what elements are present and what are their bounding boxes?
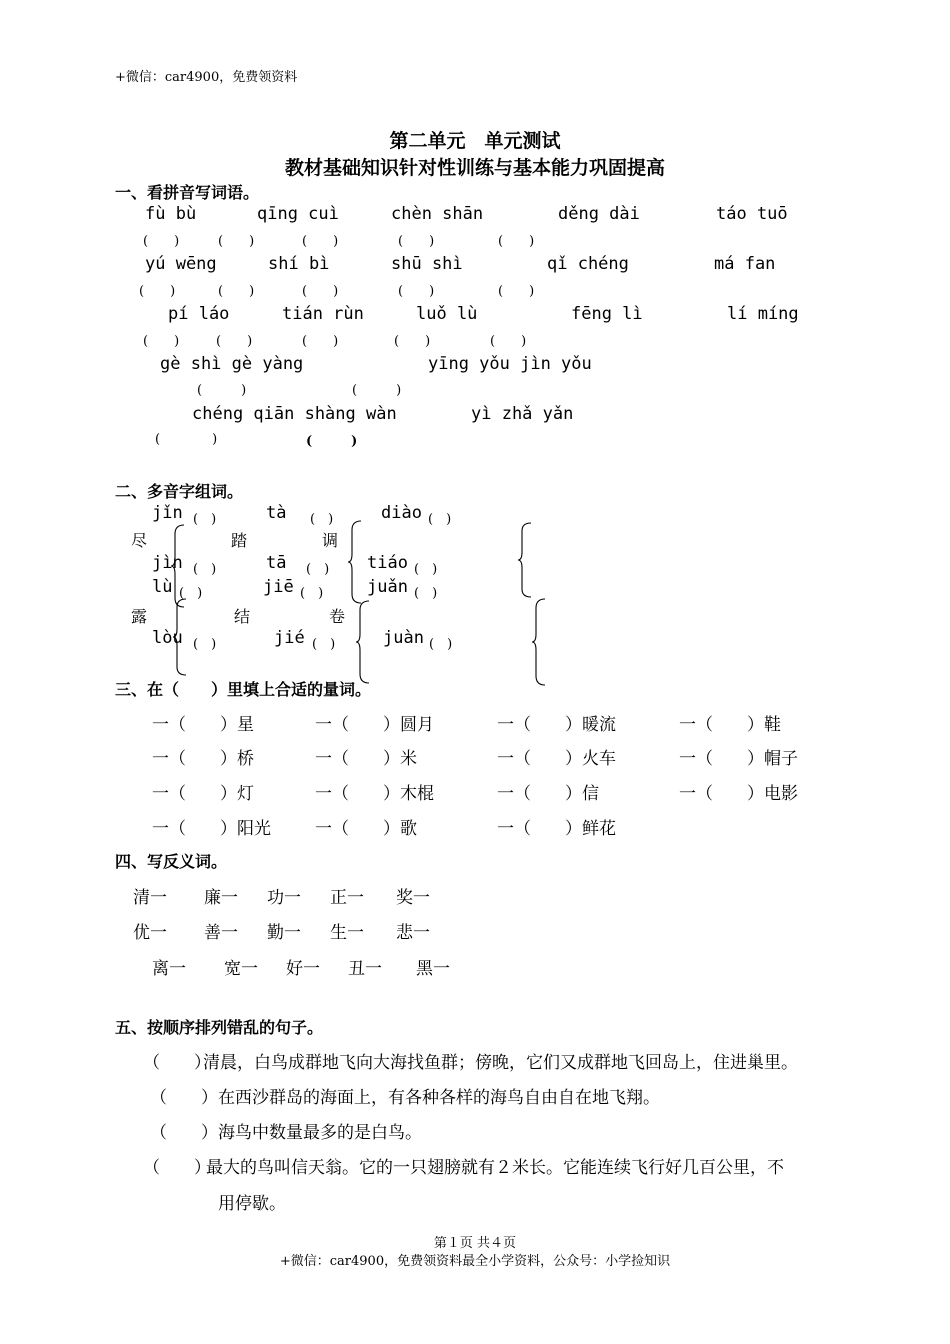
antonym-item[interactable]: 黑一 bbox=[416, 959, 450, 979]
answer-blank[interactable]: ( ) bbox=[398, 284, 435, 299]
answer-blank[interactable]: ( ) bbox=[139, 284, 176, 299]
pinyin: shí bì bbox=[268, 254, 330, 274]
page-title: 第二单元 单元测试 bbox=[389, 130, 561, 152]
answer-blank[interactable]: ( ) bbox=[498, 234, 535, 249]
answer-blank[interactable]: ( ) bbox=[306, 434, 358, 449]
pinyin: tián rùn bbox=[282, 304, 364, 324]
brace-icon bbox=[517, 522, 533, 598]
answer-blank[interactable]: ( ) bbox=[352, 383, 402, 398]
answer-blank[interactable]: ( ) bbox=[300, 586, 324, 601]
pinyin: chèn shān bbox=[391, 204, 484, 224]
answer-blank[interactable]: 一（ ） bbox=[152, 819, 237, 839]
answer-blank[interactable]: 一（ ） bbox=[497, 715, 582, 735]
antonym-item[interactable]: 善一 bbox=[204, 923, 238, 943]
reading-jie1: jiē bbox=[263, 577, 294, 597]
answer-blank[interactable]: 一（ ） bbox=[315, 749, 400, 769]
pinyin: yì zhǎ yǎn bbox=[471, 404, 574, 424]
answer-blank[interactable]: ( ) bbox=[193, 512, 217, 527]
measure-item[interactable]: 一（ ）歌 bbox=[315, 819, 417, 839]
pinyin: pí láo bbox=[168, 304, 230, 324]
answer-blank[interactable]: ( ) bbox=[302, 284, 339, 299]
pinyin: má fan bbox=[714, 254, 776, 274]
section-4-title: 四、写反义词。 bbox=[115, 852, 228, 871]
char-juan: 卷 bbox=[329, 607, 346, 626]
reading-tiao2: tiáo bbox=[367, 553, 408, 573]
answer-blank[interactable]: ( ) bbox=[498, 284, 535, 299]
pinyin: táo tuō bbox=[716, 204, 788, 224]
answer-blank[interactable]: ( ) bbox=[310, 512, 334, 527]
measure-item[interactable]: 一（ ）火车 bbox=[497, 749, 616, 769]
section-1-title: 一、看拼音写词语。 bbox=[115, 183, 260, 202]
answer-blank[interactable]: ( ) bbox=[218, 234, 255, 249]
pinyin: yīng yǒu jìn yǒu bbox=[428, 354, 592, 374]
answer-blank[interactable]: 一（ ） bbox=[315, 819, 400, 839]
antonym-item[interactable]: 离一 bbox=[152, 959, 186, 979]
reading-lu4: lù bbox=[152, 577, 173, 597]
reading-diao4: diào bbox=[381, 503, 422, 523]
page-subtitle: 教材基础知识针对性训练与基本能力巩固提高 bbox=[284, 157, 665, 179]
footer-note: +微信：car4900，免费领资料最全小学资料，公众号：小学捡知识 bbox=[279, 1254, 671, 1269]
measure-item[interactable]: 一（ ）星 bbox=[152, 715, 254, 735]
order-blank[interactable]: （ ） bbox=[150, 1123, 218, 1143]
measure-item[interactable]: 一（ ）鲜花 bbox=[497, 819, 616, 839]
antonym-item[interactable]: 好一 bbox=[286, 959, 320, 979]
sentence: 在西沙群岛的海面上，有各种各样的海鸟自由自在地飞翔。 bbox=[218, 1088, 660, 1108]
sentence: 清晨，白鸟成群地飞向大海找鱼群；傍晚，它们又成群地飞回岛上，住进巢里。 bbox=[203, 1053, 798, 1073]
sentence: 最大的鸟叫信天翁。它的一只翅膀就有２米长。它能连续飞行好几百公里，不 bbox=[206, 1158, 784, 1178]
answer-blank[interactable]: ( ) bbox=[197, 383, 247, 398]
reading-ta1: tā bbox=[266, 553, 287, 573]
answer-blank[interactable]: ( ) bbox=[312, 637, 336, 652]
pinyin: fēng lì bbox=[571, 304, 643, 324]
antonym-item[interactable]: 宽一 bbox=[224, 959, 258, 979]
antonym-item[interactable]: 功一 bbox=[267, 888, 301, 908]
char-diao: 调 bbox=[322, 531, 339, 550]
pinyin: gè shì gè yàng bbox=[160, 354, 304, 374]
answer-blank[interactable]: ( ) bbox=[306, 562, 330, 577]
char-jie: 结 bbox=[234, 607, 251, 626]
page-number: 第１页 共４页 bbox=[433, 1236, 517, 1251]
section-5-title: 五、按顺序排列错乱的句子。 bbox=[115, 1018, 324, 1037]
answer-blank[interactable]: 一（ ） bbox=[315, 715, 400, 735]
answer-blank[interactable]: 一（ ） bbox=[152, 784, 237, 804]
sentence-continued: 用停歇。 bbox=[218, 1194, 286, 1214]
measure-item[interactable]: 一（ ）暖流 bbox=[497, 715, 616, 735]
measure-item[interactable]: 一（ ）信 bbox=[497, 784, 599, 804]
char-ta: 踏 bbox=[231, 531, 248, 550]
answer-blank[interactable]: ( ) bbox=[143, 334, 180, 349]
answer-blank[interactable]: ( ) bbox=[218, 284, 255, 299]
order-blank[interactable]: （ ） bbox=[150, 1088, 218, 1108]
measure-item[interactable]: 一（ ）阳光 bbox=[152, 819, 271, 839]
reading-ta4: tà bbox=[266, 503, 287, 523]
answer-blank[interactable]: 一（ ） bbox=[152, 715, 237, 735]
pinyin: yú wēng bbox=[145, 254, 217, 274]
answer-blank[interactable]: ( ) bbox=[428, 512, 452, 527]
reading-jie2: jié bbox=[274, 628, 305, 648]
pinyin: shū shì bbox=[391, 254, 463, 274]
answer-blank[interactable]: 一（ ） bbox=[497, 749, 582, 769]
brace-icon bbox=[531, 598, 547, 686]
pinyin: děng dài bbox=[558, 204, 640, 224]
reading-lou4: lòu bbox=[152, 628, 183, 648]
header-note: +微信：car4900，免费领资料 bbox=[115, 70, 298, 85]
answer-blank[interactable]: 一（ ） bbox=[679, 715, 764, 735]
pinyin: lí míng bbox=[727, 304, 799, 324]
answer-blank[interactable]: ( ) bbox=[155, 432, 218, 447]
brace-icon bbox=[170, 524, 186, 608]
brace-icon bbox=[172, 598, 188, 676]
answer-blank[interactable]: ( ) bbox=[193, 637, 217, 652]
antonym-item[interactable]: 丑一 bbox=[348, 959, 382, 979]
measure-item[interactable]: 一（ ）灯 bbox=[152, 784, 254, 804]
measure-item[interactable]: 一（ ）电影 bbox=[679, 784, 798, 804]
answer-blank[interactable]: ( ) bbox=[193, 562, 217, 577]
antonym-item[interactable]: 悲一 bbox=[396, 923, 430, 943]
pinyin: qīng cuì bbox=[257, 204, 339, 224]
answer-blank[interactable]: ( ) bbox=[179, 586, 203, 601]
reading-juan4: juàn bbox=[383, 628, 424, 648]
pinyin: fù bù bbox=[145, 204, 197, 224]
reading-jin3: jǐn bbox=[152, 503, 183, 523]
answer-blank[interactable]: ( ) bbox=[490, 334, 527, 349]
answer-blank[interactable]: 一（ ） bbox=[679, 749, 764, 769]
answer-blank[interactable]: ( ) bbox=[143, 234, 180, 249]
measure-item[interactable]: 一（ ）鞋 bbox=[679, 715, 781, 735]
reading-jin4: jìn bbox=[152, 553, 183, 573]
answer-blank[interactable]: ( ) bbox=[394, 334, 431, 349]
reading-juan3: juǎn bbox=[367, 577, 408, 597]
order-blank[interactable]: （ ） bbox=[143, 1158, 211, 1178]
measure-item[interactable]: 一（ ）米 bbox=[315, 749, 417, 769]
brace-icon bbox=[347, 520, 363, 604]
answer-blank[interactable]: 一（ ） bbox=[679, 784, 764, 804]
antonym-item[interactable]: 正一 bbox=[330, 888, 364, 908]
measure-item[interactable]: 一（ ）帽子 bbox=[679, 749, 798, 769]
char-jin: 尽 bbox=[131, 531, 148, 550]
answer-blank[interactable]: ( ) bbox=[429, 637, 453, 652]
answer-blank[interactable]: 一（ ） bbox=[497, 819, 582, 839]
antonym-item[interactable]: 清一 bbox=[133, 888, 167, 908]
order-blank[interactable]: （ ） bbox=[143, 1053, 211, 1073]
answer-blank[interactable]: ( ) bbox=[302, 234, 339, 249]
section-3-title: 三、在（ ）里填上合适的量词。 bbox=[115, 680, 372, 699]
answer-blank[interactable]: ( ) bbox=[414, 562, 438, 577]
answer-blank[interactable]: ( ) bbox=[216, 334, 253, 349]
measure-item[interactable]: 一（ ）桥 bbox=[152, 749, 254, 769]
answer-blank[interactable]: 一（ ） bbox=[497, 784, 582, 804]
char-lu: 露 bbox=[131, 607, 148, 626]
pinyin: qǐ chéng bbox=[547, 254, 629, 274]
measure-item[interactable]: 一（ ）圆月 bbox=[315, 715, 434, 735]
answer-blank[interactable]: 一（ ） bbox=[152, 749, 237, 769]
pinyin: chéng qiān shàng wàn bbox=[192, 404, 397, 424]
antonym-item[interactable]: 生一 bbox=[330, 923, 364, 943]
antonym-item[interactable]: 勤一 bbox=[267, 923, 301, 943]
brace-icon bbox=[355, 600, 371, 684]
answer-blank[interactable]: ( ) bbox=[398, 234, 435, 249]
answer-blank[interactable]: ( ) bbox=[414, 586, 438, 601]
antonym-item[interactable]: 奖一 bbox=[396, 888, 430, 908]
antonym-item[interactable]: 廉一 bbox=[204, 888, 238, 908]
pinyin: luǒ lù bbox=[416, 304, 478, 324]
section-2-title: 二、多音字组词。 bbox=[115, 482, 244, 501]
answer-blank[interactable]: 一（ ） bbox=[315, 784, 400, 804]
sentence: 海鸟中数量最多的是白鸟。 bbox=[218, 1123, 422, 1143]
answer-blank[interactable]: ( ) bbox=[302, 334, 339, 349]
antonym-item[interactable]: 优一 bbox=[133, 923, 167, 943]
measure-item[interactable]: 一（ ）木棍 bbox=[315, 784, 434, 804]
